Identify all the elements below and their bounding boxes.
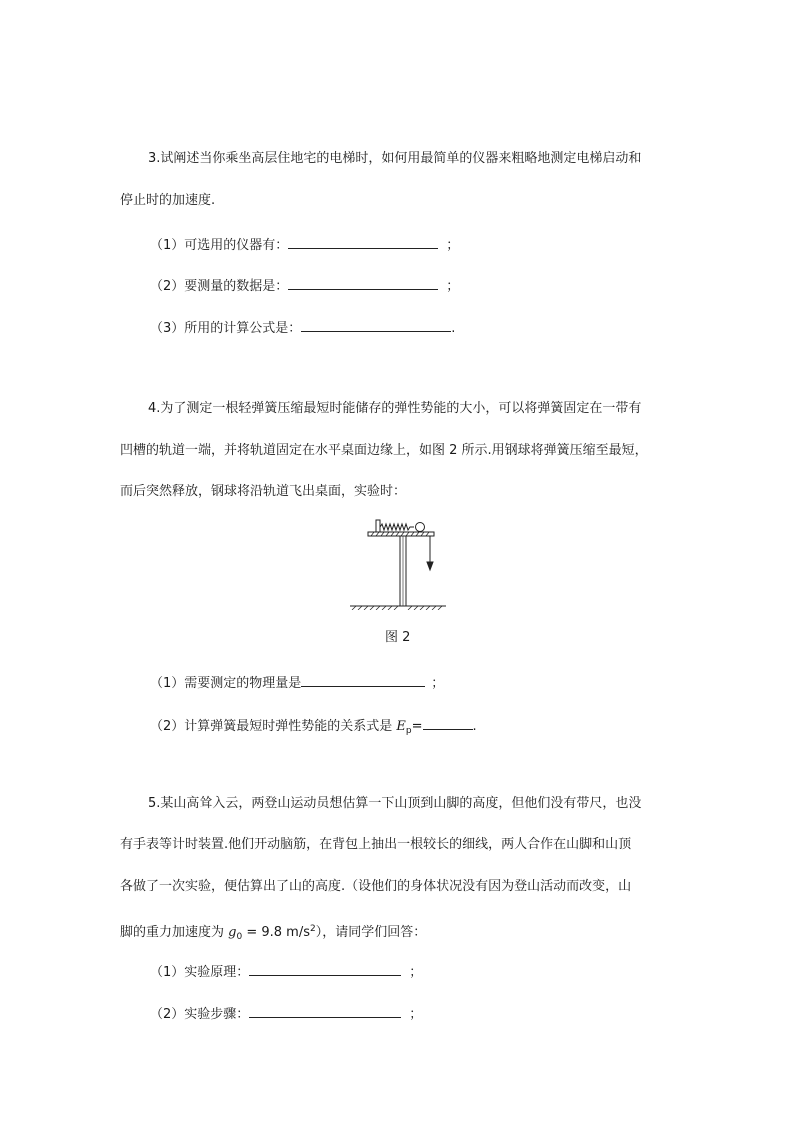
- q4-item-2-eq: =: [411, 719, 423, 734]
- q5-line-4-pre: 脚的重力加速度为: [120, 925, 229, 940]
- q3-item-2-tail: ；: [446, 279, 460, 294]
- q3-line-1: 3.试阐述当你乘坐高层住地宅的电梯时，如何用最简单的仪器来粗略地测定电梯启动和: [148, 151, 642, 166]
- q4-item-1-label: （1）需要测定的物理量是: [150, 676, 302, 691]
- spring: [380, 524, 414, 530]
- q3-line-2: 停止时的加速度.: [120, 193, 216, 208]
- q5-line-4-post: ），请同学们回答：: [315, 925, 427, 940]
- q4-item-2-tail: .: [472, 719, 477, 734]
- q5-item-2-answer-blank[interactable]: [249, 1004, 401, 1018]
- q4-item-2-sub: p: [405, 726, 412, 736]
- q5-line-4-var: g: [228, 925, 237, 940]
- q4-item-1-tail: ；: [431, 676, 445, 691]
- q3-item-2: [150, 276, 459, 295]
- q3-item-3-label: （3）所用的计算公式是：: [150, 321, 302, 336]
- q3-item-3-tail: .: [451, 321, 456, 336]
- q4-item-2-answer-blank[interactable]: [423, 716, 473, 730]
- q4-line-3: 而后突然释放，钢球将沿轨道飞出桌面，实验时：: [120, 484, 407, 499]
- q5-line-2: 有手表等计时装置.他们开动脑筋，在背包上抽出一根较长的细线，两人合作在山脚和山顶: [120, 837, 632, 852]
- figure-2-caption: 图 2: [385, 630, 411, 645]
- q5-item-1-answer-blank[interactable]: [249, 962, 401, 976]
- q3-item-1-tail: ；: [446, 238, 460, 253]
- q3-item-2-label: （2）要测量的数据是：: [150, 279, 289, 294]
- q4-item-1-answer-blank[interactable]: [301, 673, 425, 687]
- q5-line-1: 5.某山高耸入云，两登山运动员想估算一下山顶到山脚的高度，但他们没有带尺，也没: [148, 796, 642, 811]
- q3-item-3: [150, 318, 455, 337]
- q3-item-3-answer-blank[interactable]: [301, 318, 451, 332]
- q3-item-2-answer-blank[interactable]: [288, 276, 438, 290]
- q4-line-1: 4.为了测定一根轻弹簧压缩最短时能储存的弹性势能的大小，可以将弹簧固定在一带有: [148, 401, 642, 416]
- fall-arrow-head: [427, 562, 433, 570]
- q5-item-2-label: （2）实验步骤：: [150, 1007, 250, 1022]
- q5-line-4-sup: 2: [309, 924, 316, 934]
- q4-item-2-label: （2）计算弹簧最短时弹性势能的关系式是: [150, 719, 397, 734]
- q5-item-2: [150, 1004, 422, 1023]
- q4-line-2: 凹槽的轨道一端，并将轨道固定在水平桌面边缘上，如图 2 所示.用钢球将弹簧压缩至最短，: [120, 443, 648, 458]
- q4-item-2: [150, 716, 477, 739]
- q5-line-3: 各做了一次实验，便估算出了山的高度.（设他们的身体状况没有因为登山活动而改变，山: [120, 879, 632, 894]
- q4-item-1: [150, 673, 444, 692]
- q5-line-4-sub: 0: [236, 932, 243, 942]
- q4-item-2-var: E: [396, 719, 406, 734]
- q3-item-1-answer-blank[interactable]: [288, 235, 438, 249]
- figure-2-spring-track-diagram: [348, 510, 448, 610]
- spring-fixed-block: [376, 520, 380, 532]
- q5-item-1-tail: ；: [409, 965, 423, 980]
- q5-line-4-eq: = 9.8 m/s: [242, 925, 310, 940]
- q5-item-2-tail: ；: [409, 1007, 423, 1022]
- ground-hatching: [352, 606, 442, 610]
- q5-item-1-label: （1）实验原理：: [150, 965, 250, 980]
- q5-line-4: [120, 921, 426, 945]
- q5-item-1: [150, 962, 422, 981]
- steel-ball: [416, 523, 425, 532]
- q3-item-1: [150, 235, 459, 254]
- q3-item-1-label: （1）可选用的仪器有：: [150, 238, 289, 253]
